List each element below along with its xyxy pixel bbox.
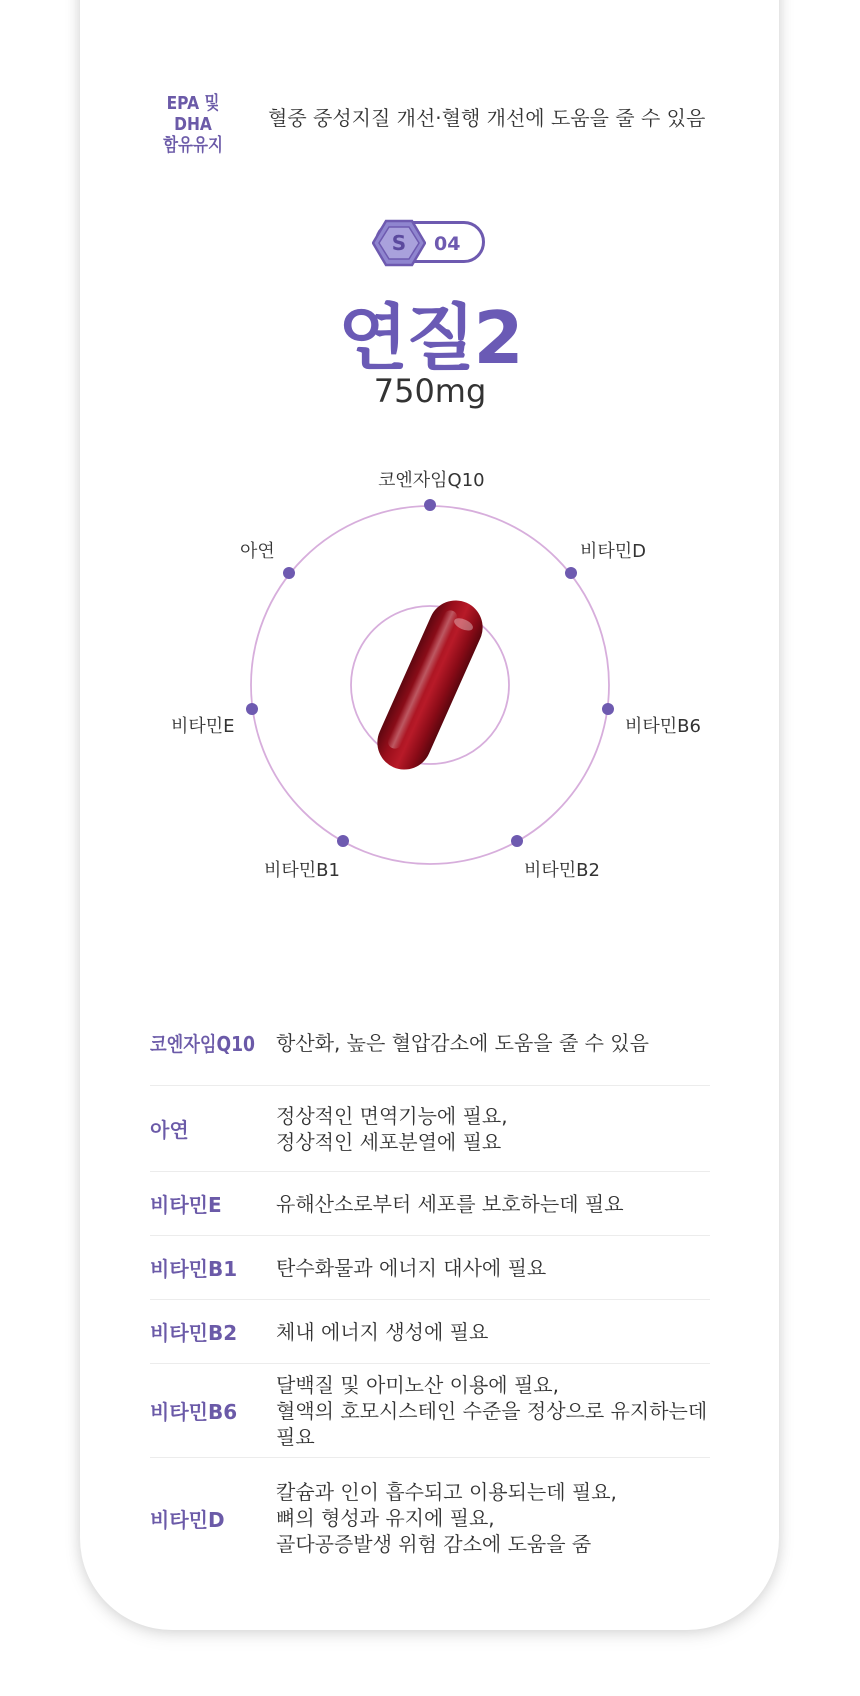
nutrient-name: 비타민B6 <box>150 1400 238 1424</box>
nutrient-desc: 달백질 및 아미노산 이용에 필요, 혈액의 호모시스테인 수준을 정상으로 유지하는데 필요 <box>276 1372 708 1449</box>
nutrient-row-vitb6 <box>150 1364 710 1458</box>
label-vitb6: 비타민B6 <box>625 716 701 737</box>
vite-dot <box>246 703 258 715</box>
nutrient-name: 비타민B1 <box>150 1257 238 1281</box>
nutrient-desc: 칼슘과 인이 흡수되고 이용되는데 필요, 뼈의 형성과 유지에 필요, 골다공증발생 위험 감소에 도움을 줌 <box>276 1480 617 1556</box>
capsule-image <box>369 592 492 778</box>
nutrient-row-vitb2 <box>150 1300 710 1364</box>
nutrient-list <box>150 1000 710 1578</box>
nutrient-desc: 탄수화물과 에너지 대사에 필요 <box>276 1255 547 1280</box>
nutrient-desc: 체내 에너지 생성에 필요 <box>276 1319 489 1344</box>
label-zinc: 아연 <box>240 541 275 562</box>
coq10-dot <box>424 499 436 511</box>
hexagon-s-icon <box>372 219 426 267</box>
epa-dha-label: EPA 및 DHA 함유유지 <box>163 93 223 156</box>
nutrient-row-coq10 <box>150 1000 710 1086</box>
nutrient-row-vitd <box>150 1458 710 1578</box>
epa-dha-desc: 혈중 중성지질 개선·혈행 개선에 도움을 줄 수 있음 <box>268 106 706 130</box>
nutrient-desc: 항산화, 높은 혈압감소에 도움을 줄 수 있음 <box>276 1030 649 1055</box>
badge-number: 04 <box>434 233 461 255</box>
vitb1-dot <box>337 835 349 847</box>
vitb6-dot <box>602 703 614 715</box>
label-coq10: 코엔자임Q10 <box>378 470 485 491</box>
label-vitb1: 비타민B1 <box>264 860 340 881</box>
vitd-dot <box>565 567 577 579</box>
nutrient-row-vitb1 <box>150 1236 710 1300</box>
nutrient-desc: 정상적인 면역기능에 필요, 정상적인 세포분열에 필요 <box>276 1103 508 1154</box>
nutrient-name: 비타민D <box>150 1507 225 1532</box>
diagram-svg <box>0 450 860 910</box>
nutrient-diagram <box>0 450 860 910</box>
epa-dha-row <box>150 93 710 156</box>
nutrient-name: 아연 <box>150 1118 189 1142</box>
vitb2-dot <box>511 835 523 847</box>
nutrient-name: 비타민B2 <box>150 1321 238 1345</box>
nutrient-row-vite <box>150 1172 710 1236</box>
product-dose: 750mg <box>373 372 487 410</box>
badge-letter: S <box>391 231 407 255</box>
product-title: 연질2 <box>338 296 522 380</box>
sequence-badge <box>375 221 485 263</box>
nutrient-desc: 유해산소로부터 세포를 보호하는데 필요 <box>276 1191 624 1216</box>
zinc-dot <box>283 567 295 579</box>
label-vitb2: 비타민B2 <box>524 860 600 881</box>
nutrient-name: 비타민E <box>150 1193 222 1217</box>
label-vitd: 비타민D <box>580 541 647 562</box>
nutrient-name: 코엔자임Q10 <box>150 1032 256 1056</box>
label-vite: 비타민E <box>171 716 235 737</box>
nutrient-row-zinc <box>150 1086 710 1172</box>
